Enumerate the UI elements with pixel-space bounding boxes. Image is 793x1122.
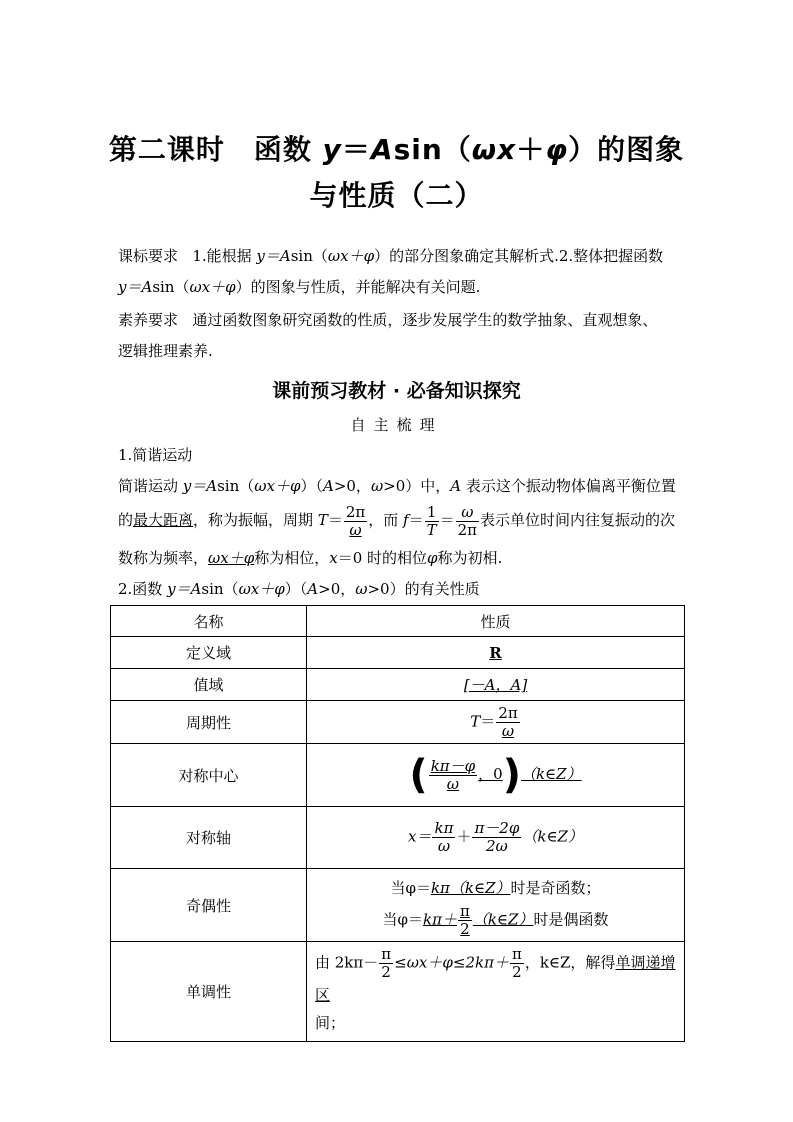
table-row xyxy=(111,807,685,869)
literacy-label: 素养要求 xyxy=(118,311,179,329)
requirements-line1: 课标要求 1.能根据 y＝Asin（ωx＋φ）的部分图象确定其解析式.2.整体把握函数 xyxy=(118,247,664,265)
requirements-line2: y＝Asin（ωx＋φ）的图象与性质，并能解决有关问题. xyxy=(118,278,481,296)
sub-title: 自主梳理 xyxy=(350,416,443,434)
frequency-fraction-1: $\frac{1}{T}$ xyxy=(426,502,437,539)
symmetry-axis-label: 对称轴 xyxy=(111,807,307,869)
monotonicity-value: 由 2kπ－ $\frac{\pi}{2}$ ≤ωx＋φ≤2kπ＋ $\frac{\pi}{2}$ ，k∈Z，解得单调递增区 间； xyxy=(307,942,685,1042)
table-header-name: 名称 xyxy=(111,606,307,637)
parity-odd-line: 当φ＝kπ（k∈Z）时是奇函数； xyxy=(390,878,601,897)
parity-even-line: 当φ＝kπ＋ $\frac{\pi}{2}$ （k∈Z）时是偶函数 xyxy=(382,901,609,938)
domain-value: R xyxy=(307,637,685,669)
item1-line2: 的最大距离，称为振幅，周期 T＝ $\frac{2\pi}{\omega}$ ，而 f＝ $\frac{1}{T}$ ＝ $\frac{\omega}{2\pi}$ 表示单位时间内往复振动的次 xyxy=(118,502,676,539)
literacy-line2: 逻辑推理素养. xyxy=(118,342,213,360)
table-row xyxy=(111,701,685,744)
period-fraction: $\frac{2\pi}{\omega}$ xyxy=(345,502,366,539)
parity-label: 奇偶性 xyxy=(111,869,307,942)
table-header-property: 性质 xyxy=(307,606,685,637)
item1-line3: 数称为频率，ωx＋φ称为相位，x＝0 时的相位φ称为初相. xyxy=(118,549,503,567)
symmetry-axis-value: x＝ $\frac{k\pi}{\omega}$ ＋ $\frac{\pi-2\varphi}{2\omega}$ （k∈Z） xyxy=(307,807,685,869)
page-title-line2: 与性质（二） xyxy=(309,179,484,212)
range-label: 值域 xyxy=(111,669,307,701)
literacy-line1: 素养要求 通过函数图象研究函数的性质，逐步发展学生的数学抽象、直观想象、 xyxy=(118,311,658,329)
range-value: [－A，A] xyxy=(307,669,685,701)
table-row xyxy=(111,637,685,669)
symmetry-center-value: ( $\frac{k\pi-\varphi}{\omega}$ ，0)（k∈Z） xyxy=(307,744,685,807)
parity-value xyxy=(307,869,685,942)
symmetry-center-label: 对称中心 xyxy=(111,744,307,807)
table-row xyxy=(111,669,685,701)
monotonicity-label: 单调性 xyxy=(111,942,307,1042)
table-row xyxy=(111,869,685,942)
frequency-fraction-2: $\frac{\omega}{2\pi}$ xyxy=(457,502,478,539)
section-title: 课前预习教材 · 必备知识探究 xyxy=(272,380,521,402)
requirements-label: 课标要求 xyxy=(118,247,179,265)
period-label: 周期性 xyxy=(111,701,307,744)
item2-heading: 2.函数 y＝Asin（ωx＋φ）（A>0，ω>0）的有关性质 xyxy=(118,580,480,598)
max-distance-term: 最大距离 xyxy=(133,511,194,529)
phase-term: ωx＋φ xyxy=(208,549,255,567)
period-value: T＝ $\frac{2\pi}{\omega}$ xyxy=(307,701,685,744)
table-row xyxy=(111,942,685,1042)
properties-table xyxy=(110,605,685,1042)
page-title-line1: 第二课时 函数 y＝Asin（ωx＋φ）的图象 xyxy=(108,133,685,166)
table-row xyxy=(111,744,685,807)
item1-line1: 简谐运动 y＝Asin（ωx＋φ）（A>0，ω>0）中，A 表示这个振动物体偏离平衡位置 xyxy=(118,477,676,495)
table-row xyxy=(111,606,685,637)
item1-heading: 1.简谐运动 xyxy=(118,446,193,464)
domain-label: 定义域 xyxy=(111,637,307,669)
